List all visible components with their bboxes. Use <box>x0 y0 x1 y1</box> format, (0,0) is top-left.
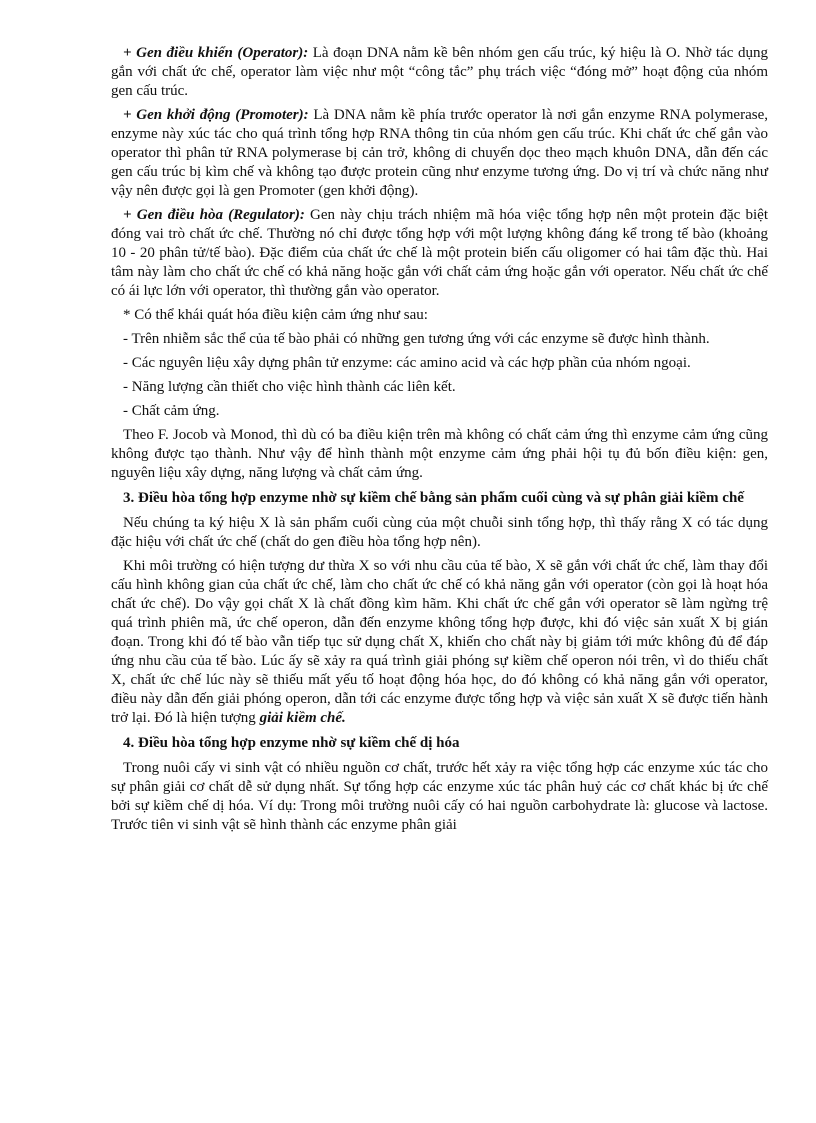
section-3-paragraph-1: Nếu chúng ta ký hiệu X là sản phẩm cuối cùng của một chuỗi sinh tổng hợp, thì thấy rằng X có tác dụng đặc hiệu với chất ức chế (chất do gen điều hòa tổng hợp nên). <box>111 515 768 550</box>
paragraph-condition-2: - Các nguyên liệu xây dựng phân tử enzyme: các amino acid và các hợp phần của nhóm ngoại. <box>123 355 691 371</box>
text-operator: Là đoạn DNA nằm kề bên nhóm gen cấu trúc, ký hiệu là O. Nhờ tác dụng gắn với chất ức chế, operator làm việc như một “công tắc” phụ trách việc “đóng mở” hoạt động của nhóm gen cấu trúc. <box>111 45 768 99</box>
section-3-heading: 3. Điều hòa tổng hợp enzyme nhờ sự kiềm chế bằng sản phẩm cuối cùng và sự phân giải kiềm chế <box>123 490 744 506</box>
paragraph-summary-intro: * Có thể khái quát hóa điều kiện cảm ứng như sau: <box>123 307 428 323</box>
paragraph-operator <box>111 44 768 101</box>
term-operator: + Gen điều khiển (Operator): <box>123 45 309 61</box>
term-promoter: + Gen khởi động (Promoter): <box>123 107 309 123</box>
section-4-heading: 4. Điều hòa tổng hợp enzyme nhờ sự kiềm chế dị hóa <box>123 735 460 751</box>
paragraph-jacob-monod: Theo F. Jocob và Monod, thì dù có ba điều kiện trên mà không có chất cảm ứng thì enzyme cảm ứng cũng không được tạo thành. Như vậy để hình thành một enzyme cảm ứng phải hội tụ đủ bốn điều kiện: gen, nguyên liệu xây dựng, năng lượng và chất cảm ứng. <box>111 427 768 481</box>
section-3-paragraph-2 <box>111 557 768 728</box>
paragraph-condition-1: - Trên nhiễm sắc thể của tế bào phải có những gen tương ứng với các enzyme sẽ được hình thành. <box>123 331 710 347</box>
document-page <box>111 44 768 840</box>
term-giai-kiem-che: giải kiềm chế. <box>259 710 346 726</box>
paragraph-condition-3: - Năng lượng cần thiết cho việc hình thành các liên kết. <box>123 379 456 395</box>
paragraph-promoter <box>111 106 768 201</box>
section-4-paragraph-1: Trong nuôi cấy vi sinh vật có nhiều nguồn cơ chất, trước hết xảy ra việc tổng hợp các enzyme xúc tác cho sự phân giải cơ chất dễ sử dụng nhất. Sự tổng hợp các enzyme xúc tác phân huỷ các cơ chất khác bị ức chế bởi sự kiềm chế dị hóa. Ví dụ: Trong môi trường nuôi cấy có hai nguồn carbohydrate là: glucose và lactose. Trước tiên vi sinh vật sẽ hình thành các enzyme phân giải <box>111 760 768 833</box>
paragraph-regulator <box>111 206 768 301</box>
section-3-paragraph-2-text: Khi môi trường có hiện tượng dư thừa X so với nhu cầu của tế bào, X sẽ gắn với chất ức chế, làm thay đổi cấu hình không gian của chất ức chế, làm cho chất ức chế có khả năng gắn với operator (còn gọi là hoạt hóa chất ức chế). Do vậy gọi chất X là chất đồng kìm hãm. Khi chất ức chế gắn với operator sẽ làm ngừng trệ quá trình phiên mã, ức chế operon, dẫn đến enzyme không tổng hợp được, khi đó việc sản xuất X bị gián đoạn. Trong khi đó tế bào vẫn tiếp tục sử dụng chất X, khiến cho chất này bị giảm tới mức không đủ để đáp ứng nhu cầu của tế bào. Lúc ấy sẽ xảy ra quá trình giải phóng sự kiềm chế operon nói trên, vì do thiếu chất X, chất ức chế lúc này sẽ thiếu mất yếu tố hoạt động hóa học, do đó không có khả năng gắn với operator, điều này dẫn đến giải phóng operon, dẫn tới các enzyme được tổng hợp và việc sản xuất X sẽ được tiến hành trở lại. Đó là hiện tượng <box>111 558 768 726</box>
text-promoter: Là DNA nằm kề phía trước operator là nơi gắn enzyme RNA polymerase, enzyme này xúc tác cho quá trình tổng hợp RNA thông tin của nhóm gen cấu trúc. Khi chất ức chế gắn vào operator thì phân tử RNA polymerase bị cản trở, không di chuyển dọc theo mạch khuôn DNA, dẫn đến các gen cấu trúc bị kìm chế và không tạo được protein cũng như enzyme tương ứng. Do vị trí và chức năng như vậy nên được gọi là gen Promoter (gen khởi động). <box>111 107 768 199</box>
text-regulator: Gen này chịu trách nhiệm mã hóa việc tổng hợp nên một protein đặc biệt đóng vai trò chất ức chế. Thường nó chỉ được tổng hợp với một lượng không đáng kể trong tế bào (khoảng 10 - 20 phân tử/tế bào). Đặc điểm của chất ức chế là một protein biến cấu oligomer có hai tâm đặc thù. Hai tâm này làm cho chất ức chế có khả năng hoặc gắn với chất cảm ứng hoặc gắn với operator. Nếu chất ức chế có ái lực lớn với operator, thì thường gắn vào operator. <box>111 207 768 299</box>
paragraph-condition-4: - Chất cảm ứng. <box>123 403 220 419</box>
term-regulator: + Gen điều hòa (Regulator): <box>123 207 305 223</box>
